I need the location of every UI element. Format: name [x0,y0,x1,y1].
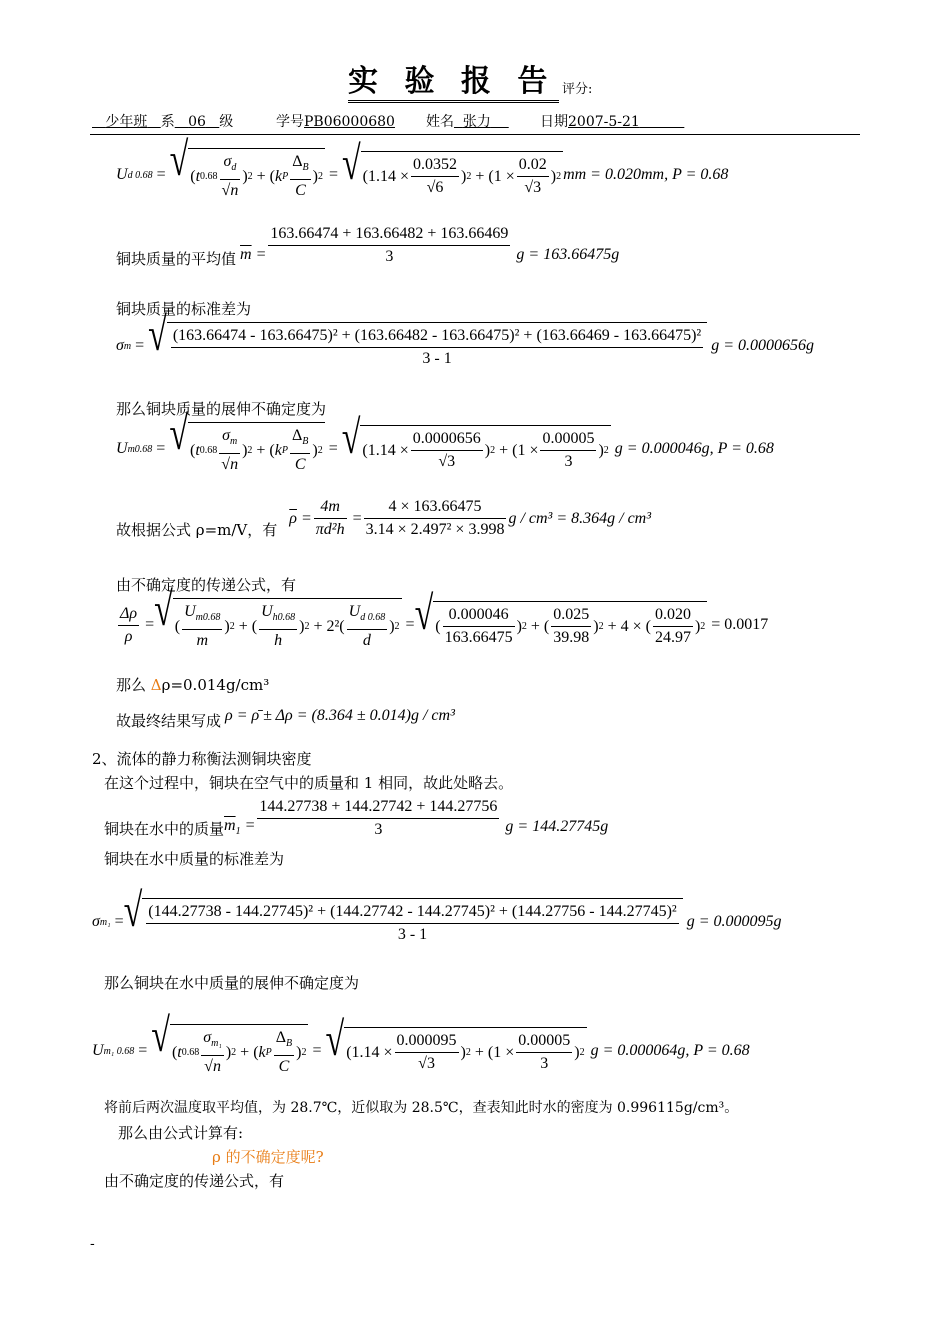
section2-heading: 2、流体的静力称衡法测铜块密度 [92,750,312,768]
student-id-field: 学号PB06000680 [276,114,395,130]
mass-std-label: 铜块质量的标准差为 [116,300,252,318]
water-unc-equation: U m₁ 0.68 = √ ( t 0.68 $\frac{\sigma_{m_1}}{√n}$ ) 2 + ( k P $\frac{\Delta_B}{C}$ ) 2 = √ (1.14 × $\frac{0.000095}{√3}$ ) 2 + (1 × $\frac{0.00005}{3}$ ) 2 g = 0.000064g, P = 0.68 [92,1024,750,1078]
header-rule [90,134,860,135]
name-field: 姓名 张力 [426,114,491,130]
water-std-label: 铜块在水中质量的标准差为 [104,850,285,868]
mass-average: 铜块质量的平均值 $\overline{m}$ = $\frac{163.66474 + 163.66482 + 163.66469}{3}$ g = 163.66475g [116,225,620,268]
footer-mark: - [90,1236,95,1252]
mass-unc-label: 那么铜块质量的展伸不确定度为 [116,400,327,418]
delta-rho-line: 那么 Δρ=0.014g/cm³ [116,676,270,694]
density-equation: 故根据公式 ρ=m/V，有 $\overline{\rho}$ = $\frac{4m}{\text{πd²h}}$ = $\frac{4 \times 163.66475}{\text{3.14 × 2.497² × 3.998}}$ g / cm³ = 8.364g / cm³ [116,498,652,539]
propagation-text-2: 由不确定度的传递公式，有 [104,1172,285,1190]
water-unc-label: 那么铜块在水中质量的展伸不确定度为 [104,974,360,992]
date-field: 日期2007-5-21 [540,114,640,130]
class-field: 少年班 系 06 级 [105,114,234,130]
mass-unc-equation: U m0.68 = √ ( t 0.68 $\frac{\sigma_m}{√n}$ ) 2 + ( k P $\frac{\Delta_B}{C}$ ) 2 = √ (1.14 × $\frac{0.0000656}{√3}$ ) 2 + (1 × $\frac{0.00005}{3}$ ) 2 g = 0.000046g, P = 0.68 [116,422,774,476]
final-result: 故最终结果写成 ρ = ρ̄ ± Δρ = (8.364 ± 0.014)g / cm³ [116,706,455,730]
water-std-equation: σ m₁ = √ (144.27738 - 144.27745)² + (144.27742 - 144.27745)² + (144.27756 - 144.27745)² 3 - 1 g = 0.000095g [92,898,781,946]
propagation-equation: $\frac{\Delta\rho}{\rho}$ = √ ( $\frac{U_{m0.68}}{m}$ ) 2 + ( $\frac{U_{h0.68}}{h}$ ) 2 + 2²( $\frac{U_{d 0.68}}{d}$ ) 2 = √ ( $\frac{0.000046}{163.66475}$ ) 2 + ( $\frac{0.025}{39.98}$ ) 2 + 4 × ( $\frac{0.020}{24.97}$ ) 2 = 0.0017 [116,598,768,652]
report-title: 实 验 报 告 [348,64,559,103]
uncertainty-question: ρ 的不确定度呢? [212,1148,324,1166]
mass-std-equation: σ m = √ (163.66474 - 163.66475)² + (163.66482 - 163.66475)² + (163.66469 - 163.66475)² 3 - 1 g = 0.0000656g [116,322,814,370]
propagation-label: 由不确定度的传递公式，有 [116,576,297,594]
water-mass-equation: 铜块在水中的质量 $\overline{m}_1$ = $\frac{144.27738 + 144.27742 + 144.27756}{3}$ g = 144.27745g [104,798,609,838]
score-label: 评分: [562,82,593,97]
temperature-text: 将前后两次温度取平均值，为 28.7℃，近似取为 28.5℃，查表知此时水的密度为 0.996115g/cm³。 [104,1100,739,1116]
section2-intro: 在这个过程中，铜块在空气中的质量和 1 相同，故此处略去。 [104,774,514,792]
equation-ud: U d 0.68 = √ ( t 0.68 $\frac{\sigma_d}{√n}$ ) 2 + ( k P $\frac{\Delta_B}{C}$ ) 2 = √ (1.14 × $\frac{0.0352}{√6}$ ) 2 + (1 × $\frac{0.02}{√3}$ ) 2 mm = 0.020mm, P = 0.68 [116,148,728,202]
calc-text: 那么由公式计算有: [118,1124,244,1142]
